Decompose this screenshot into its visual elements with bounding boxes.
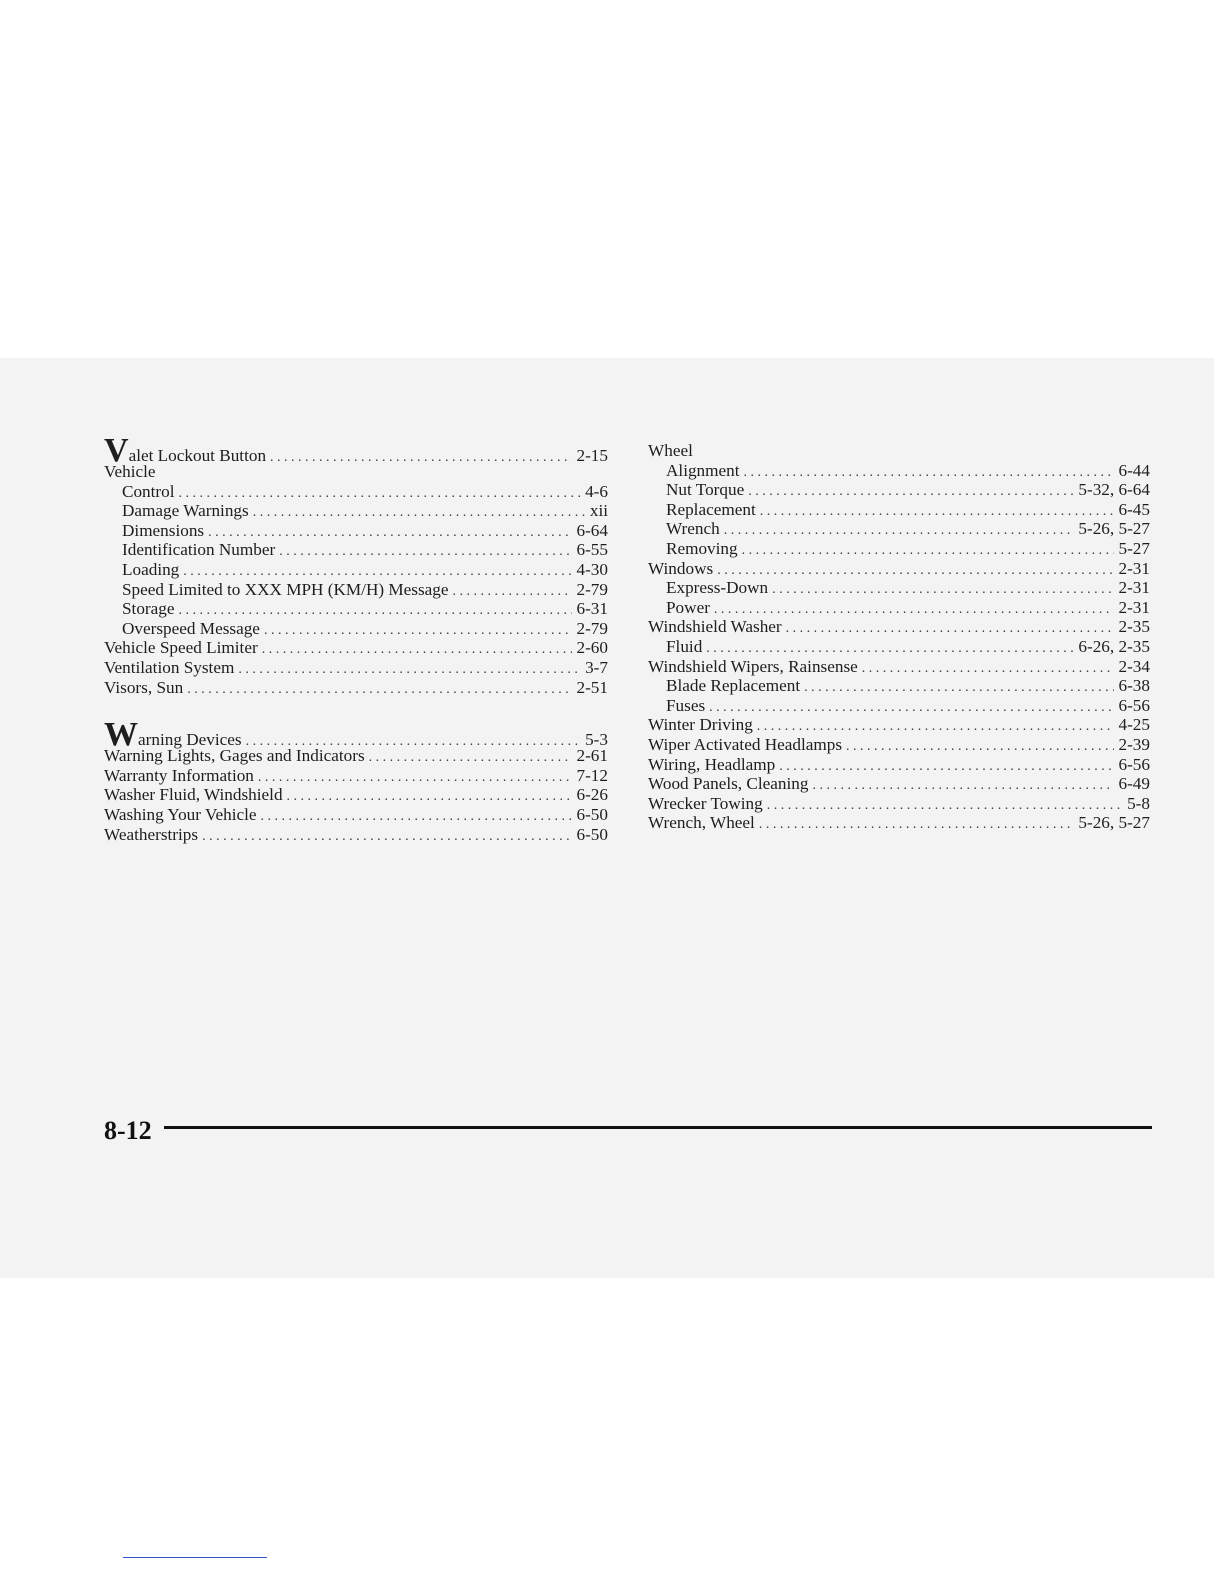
- index-term: Identification Number: [122, 540, 276, 560]
- index-subentry: [648, 637, 1150, 657]
- index-subentry: [104, 560, 608, 580]
- index-page-ref: 2-34: [1118, 656, 1150, 676]
- dot-leader: [202, 827, 572, 847]
- index-subentry: [104, 501, 608, 521]
- index-entry: [104, 766, 608, 786]
- index-term: Replacement: [666, 499, 756, 519]
- index-page-ref: 2-51: [576, 677, 608, 697]
- index-subentry: [648, 598, 1150, 618]
- index-page-ref: 6-45: [1118, 499, 1150, 519]
- index-page-ref: 4-30: [576, 559, 608, 579]
- index-term: Washer Fluid, Windshield: [104, 785, 283, 805]
- index-subentry: [104, 580, 608, 600]
- page-number: 8-12: [104, 1116, 152, 1145]
- index-term: Warning Lights, Gages and Indicators: [104, 746, 365, 766]
- index-subentry: [648, 519, 1150, 539]
- index-entry: [104, 462, 608, 482]
- index-page-ref: 6-49: [1118, 774, 1150, 794]
- index-term: Windshield Washer: [648, 617, 782, 637]
- index-entry: [648, 715, 1150, 735]
- index-term: Wrench: [666, 519, 720, 539]
- index-page-ref: 5-27: [1118, 538, 1150, 558]
- index-term: Power: [666, 597, 710, 617]
- index-subentry: [648, 500, 1150, 520]
- index-page-ref: 6-31: [576, 599, 608, 619]
- index-page-ref: 4-6: [585, 481, 608, 501]
- index-page-ref: 2-31: [1118, 597, 1150, 617]
- index-term: Damage Warnings: [122, 501, 249, 521]
- index-page-ref: 6-50: [576, 804, 608, 824]
- index-page-ref: 2-31: [1118, 578, 1150, 598]
- index-page-ref: 6-64: [576, 520, 608, 540]
- index-term: Blade Replacement: [666, 676, 801, 696]
- index-term: Dimensions: [122, 520, 205, 540]
- index-column-right: [648, 441, 1150, 833]
- index-term: Warranty Information: [104, 765, 254, 785]
- index-entry: [104, 785, 608, 805]
- index-term: Fuses: [666, 695, 706, 715]
- index-page-ref: 5-26, 5-27: [1078, 519, 1150, 539]
- section-spacer: [104, 697, 608, 725]
- index-term: Weatherstrips: [104, 824, 199, 844]
- index-page-ref: 5-3: [585, 730, 608, 750]
- index-page-ref: 2-15: [576, 446, 608, 465]
- index-page-ref: 4-25: [1118, 715, 1150, 735]
- index-page-ref: 6-50: [576, 824, 608, 844]
- index-entry: [104, 678, 608, 698]
- index-subentry: [648, 539, 1150, 559]
- index-term: Speed Limited to XXX MPH (KM/H) Message: [122, 579, 449, 599]
- dot-leader: [759, 815, 1075, 835]
- index-page-ref: 7-12: [576, 765, 608, 785]
- index-entry: [648, 755, 1150, 775]
- index-page-ref: 2-79: [576, 579, 608, 599]
- index-page-ref: 6-56: [1118, 754, 1150, 774]
- index-term: Vehicle Speed Limiter: [104, 638, 258, 658]
- index-subentry: [648, 676, 1150, 696]
- index-entry: [648, 559, 1150, 579]
- index-term: Visors, Sun: [104, 677, 184, 697]
- index-entry: [104, 805, 608, 825]
- dot-leader: [187, 680, 572, 700]
- index-term: Alignment: [666, 460, 740, 480]
- index-column-left: [104, 432, 608, 844]
- index-term: Loading: [122, 559, 180, 579]
- index-entry: [104, 658, 608, 678]
- index-page-ref: 5-32, 6-64: [1078, 480, 1150, 500]
- index-subentry: [104, 521, 608, 541]
- index-term: Wheel: [648, 441, 693, 460]
- index-page-ref: 2-39: [1118, 734, 1150, 754]
- index-page-ref: xii: [589, 501, 608, 521]
- index-page-ref: 6-44: [1118, 460, 1150, 480]
- index-entry: [648, 794, 1150, 814]
- index-entry: [104, 432, 608, 469]
- index-page-ref: 5-26, 5-27: [1078, 813, 1150, 833]
- index-subentry: [648, 578, 1150, 598]
- index-term: Vehicle: [104, 462, 156, 481]
- index-term: Windows: [648, 558, 714, 578]
- index-entry: [648, 735, 1150, 755]
- index-term: Removing: [666, 538, 738, 558]
- index-term: Wrench, Wheel: [648, 813, 755, 833]
- footer-rule: [164, 1126, 1152, 1129]
- index-term: Windshield Wipers, Rainsense: [648, 656, 858, 676]
- index-entry: [648, 617, 1150, 637]
- index-subentry: [104, 482, 608, 502]
- index-entry: [648, 657, 1150, 677]
- index-term: Fluid: [666, 636, 703, 656]
- index-entry: [648, 813, 1150, 833]
- index-page-ref: 5-8: [1127, 793, 1150, 813]
- index-term: Ventilation System: [104, 657, 235, 677]
- index-page-ref: 6-55: [576, 540, 608, 560]
- index-term: Overspeed Message: [122, 618, 260, 638]
- index-page-ref: 2-61: [576, 746, 608, 766]
- index-term: Storage: [122, 599, 175, 619]
- index-entry: [648, 441, 1150, 461]
- index-term: Wiring, Headlamp: [648, 754, 776, 774]
- index-subentry: [648, 480, 1150, 500]
- index-page-ref: 2-60: [576, 638, 608, 658]
- index-term: Washing Your Vehicle: [104, 804, 257, 824]
- index-term: Valet Lockout Button: [104, 432, 267, 469]
- index-page-ref: 2-79: [576, 618, 608, 638]
- index-entry: [104, 716, 608, 754]
- index-entry: [104, 638, 608, 658]
- index-page-ref: 6-56: [1118, 695, 1150, 715]
- index-term: Wiper Activated Headlamps: [648, 734, 843, 754]
- index-entry: [104, 825, 608, 845]
- index-entry: [104, 746, 608, 766]
- index-subentry: [104, 540, 608, 560]
- index-term: Express-Down: [666, 578, 769, 598]
- index-subentry: [104, 599, 608, 619]
- index-subentry: [648, 461, 1150, 481]
- index-term: Wrecker Towing: [648, 793, 763, 813]
- index-page-ref: 6-26: [576, 785, 608, 805]
- index-page-ref: 6-26, 2-35: [1078, 636, 1150, 656]
- index-entry: [648, 774, 1150, 794]
- index-subentry: [104, 619, 608, 639]
- bottom-divider: [123, 1557, 267, 1558]
- index-page-ref: 3-7: [585, 657, 608, 677]
- index-page-ref: 2-35: [1118, 617, 1150, 637]
- index-page-ref: 6-38: [1118, 676, 1150, 696]
- index-subentry: [648, 696, 1150, 716]
- index-term: Nut Torque: [666, 480, 745, 500]
- index-page-ref: 2-31: [1118, 558, 1150, 578]
- index-term: Control: [122, 481, 175, 501]
- index-term: Wood Panels, Cleaning: [648, 774, 809, 794]
- index-term: Warning Devices: [104, 716, 242, 754]
- index-term: Winter Driving: [648, 715, 753, 735]
